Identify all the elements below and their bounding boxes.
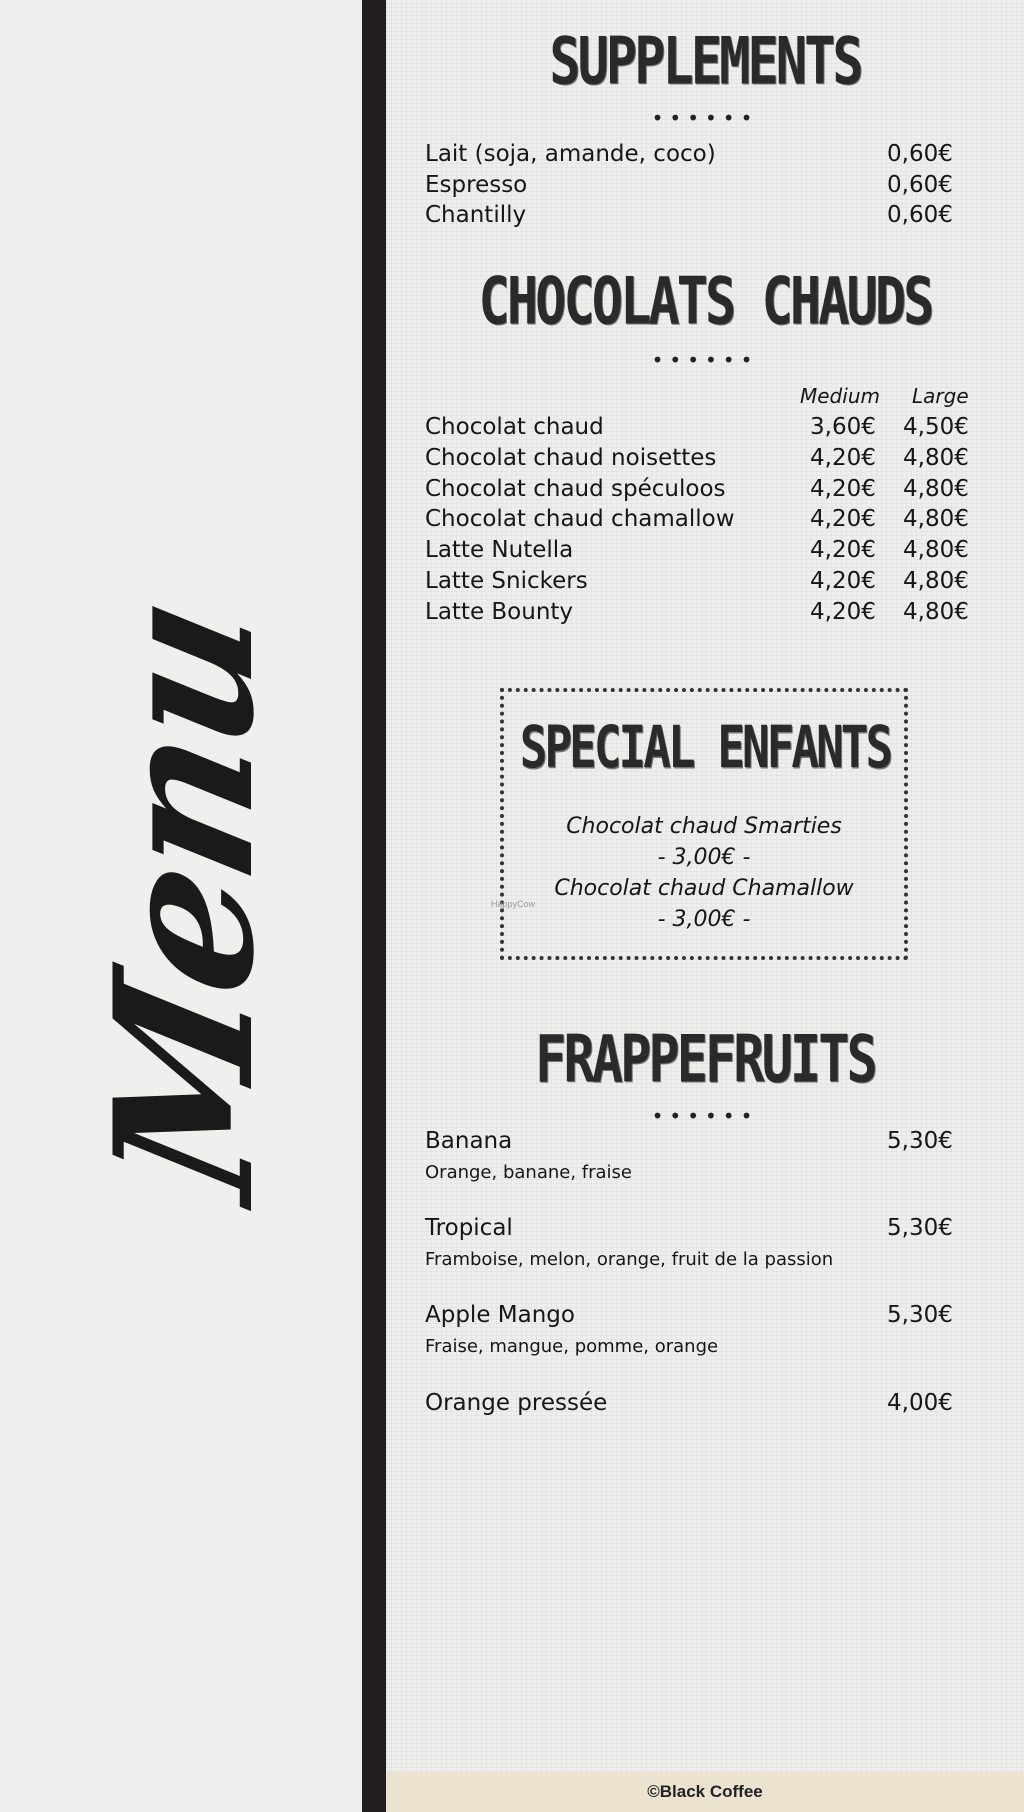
divider-bar [362, 0, 386, 1812]
price-medium: 4,20€ [810, 599, 876, 625]
item-description: Fraise, mangue, pomme, orange [425, 1336, 719, 1357]
price-large: 4,80€ [903, 599, 969, 625]
chocolat-row [425, 504, 985, 534]
column-header-large: Large [912, 384, 969, 408]
frappe-row [425, 1300, 985, 1330]
supplement-row [425, 170, 985, 200]
watermark: HappyCow [491, 899, 536, 909]
item-name: Chantilly [425, 202, 527, 228]
chocolats-dots: •••••• [651, 348, 759, 372]
chocolat-row [425, 566, 985, 596]
special-item-name: Chocolat chaud Smarties [566, 814, 842, 839]
copyright-text: ©Black Coffee [647, 1782, 763, 1801]
chocolat-row [425, 412, 985, 442]
chocolats-heading: CHOCOLATS CHAUDS [478, 264, 932, 340]
price-medium: 4,20€ [810, 537, 876, 563]
frappefruits-dots: •••••• [651, 1104, 759, 1128]
price-large: 4,80€ [903, 537, 969, 563]
item-price: 5,30€ [887, 1128, 953, 1154]
item-price: 0,60€ [887, 172, 953, 198]
supplements-dots: •••••• [651, 106, 759, 130]
chocolat-row [425, 443, 985, 473]
item-price: 5,30€ [887, 1215, 953, 1241]
item-name: Chocolat chaud [425, 414, 604, 440]
price-medium: 4,20€ [810, 445, 876, 471]
column-header-medium: Medium [800, 384, 880, 408]
special-item-price: - 3,00€ - [657, 907, 751, 932]
menu-script-title: Menu [73, 584, 296, 1216]
item-name: Espresso [425, 172, 528, 198]
price-medium: 4,20€ [810, 476, 876, 502]
item-description: Orange, banane, fraise [425, 1162, 632, 1183]
item-name: Orange pressée [425, 1390, 608, 1416]
price-medium: 3,60€ [810, 414, 876, 440]
left-panel [0, 0, 362, 1812]
footer [386, 1772, 1024, 1812]
item-price: 4,00€ [887, 1390, 953, 1416]
chocolat-row [425, 474, 985, 504]
item-name: Latte Bounty [425, 599, 574, 625]
special-item-name: Chocolat chaud Chamallow [554, 876, 854, 901]
item-description: Framboise, melon, orange, fruit de la passion [425, 1249, 834, 1270]
item-name: Chocolat chaud spéculoos [425, 476, 726, 502]
frappe-row [425, 1126, 985, 1156]
frappe-row [425, 1388, 985, 1418]
supplement-row [425, 139, 985, 169]
item-name: Chocolat chaud noisettes [425, 445, 717, 471]
price-large: 4,80€ [903, 476, 969, 502]
price-large: 4,50€ [903, 414, 969, 440]
supplements-heading: SUPPLEMENTS [549, 24, 861, 100]
supplement-row [425, 200, 985, 230]
price-large: 4,80€ [903, 568, 969, 594]
special-item-price: - 3,00€ - [657, 845, 751, 870]
item-price: 5,30€ [887, 1302, 953, 1328]
frappe-row [425, 1213, 985, 1243]
price-medium: 4,20€ [810, 506, 876, 532]
item-name: Lait (soja, amande, coco) [425, 141, 716, 167]
special-heading: SPECIAL ENFANTS [519, 713, 891, 781]
item-name: Tropical [425, 1215, 513, 1241]
item-name: Latte Snickers [425, 568, 588, 594]
item-name: Latte Nutella [425, 537, 574, 563]
chocolat-row [425, 535, 985, 565]
item-price: 0,60€ [887, 202, 953, 228]
item-name: Banana [425, 1128, 513, 1154]
item-price: 0,60€ [887, 141, 953, 167]
price-large: 4,80€ [903, 506, 969, 532]
chocolat-row [425, 597, 985, 627]
frappefruits-heading: FRAPPEFRUITS [535, 1022, 875, 1098]
item-name: Chocolat chaud chamallow [425, 506, 735, 532]
price-medium: 4,20€ [810, 568, 876, 594]
item-name: Apple Mango [425, 1302, 575, 1328]
price-large: 4,80€ [903, 445, 969, 471]
